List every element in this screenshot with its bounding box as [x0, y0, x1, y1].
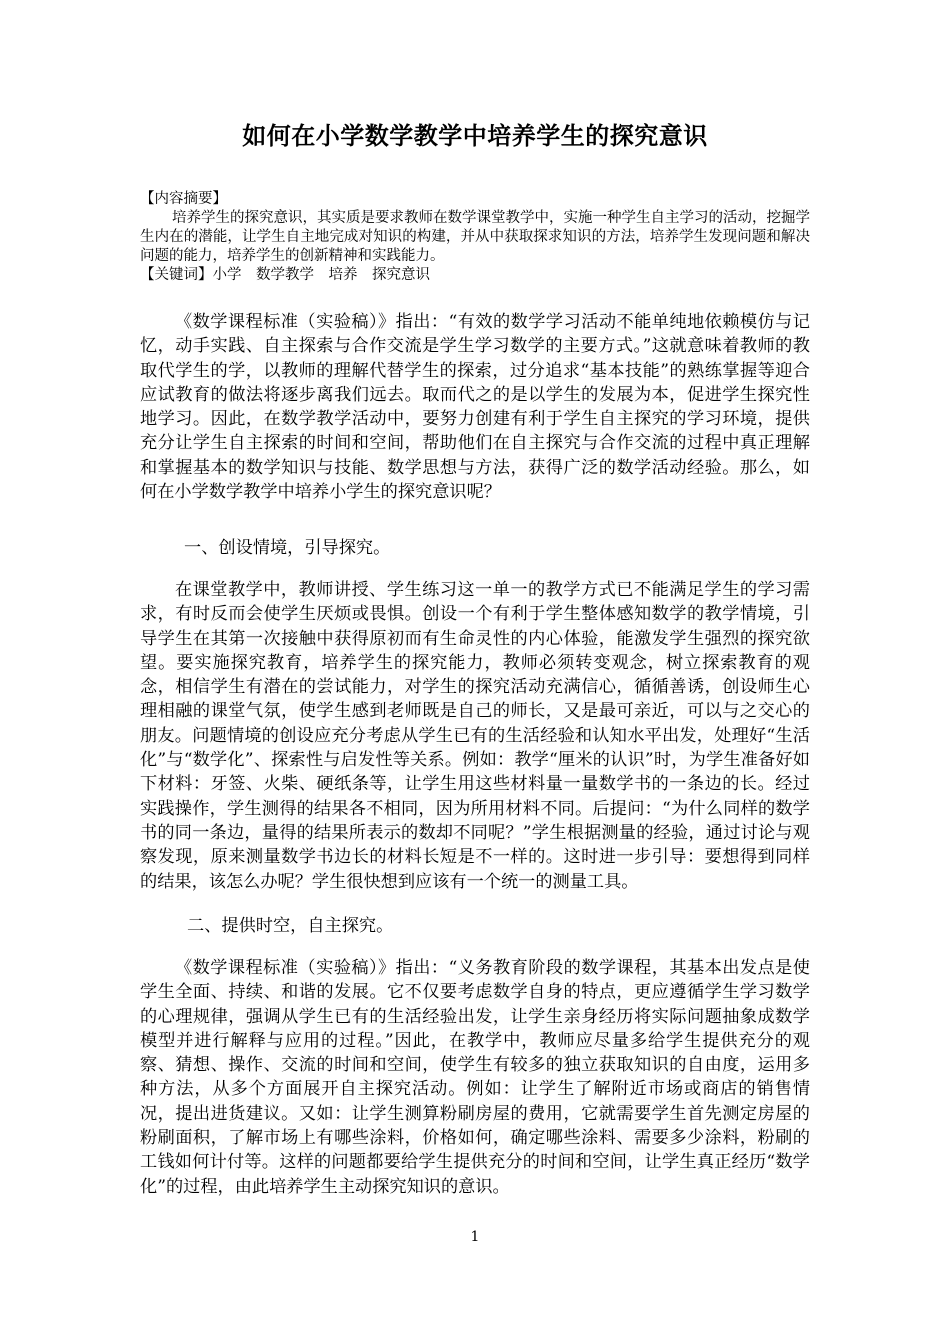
section2-paragraph-block	[140, 956, 810, 1199]
section1-heading: 一、创设情境，引导探究。	[184, 538, 391, 558]
document-title: 如何在小学数学教学中培养学生的探究意识	[242, 121, 708, 150]
intro-paragraph: 《数学课程标准（实验稿）》指出：“有效的数学学习活动不能单纯地依赖模仿与记忆，动手实践、自主探索与合作交流是学生学习数学的主要方式。”这就意味着教师的教取代学生的学，以教师的理解代替学生的探索，过分追求“基本技能”的熟练掌握等迎合应试教育的做法将逐步离我们远去。取而代之的是以学生的发展为本，促进学生探究性地学习。因此，在数学教学活动中，要努力创建有利于学生自主探究的学习环境，提供充分让学生自主探索的时间和空间，帮助他们在自主探究与合作交流的过程中真正理解和掌握基本的数学知识与技能、数学思想与方法，获得广泛的数学活动经验。那么，如何在小学数学教学中培养小学生的探究意识呢？	[140, 312, 810, 503]
section2-paragraph: 《数学课程标准（实验稿）》指出：“义务教育阶段的数学课程，其基本出发点是使学生全面、持续、和谐的发展。它不仅要考虑数学自身的特点，更应遵循学生学习数学的心理规律，强调从学生已有的生活经验出发，让学生亲身经历将实际问题抽象成数学模型并进行解释与应用的过程。”因此，在教学中，教师应尽量多给学生提供充分的观察、猜想、操作、交流的时间和空间，使学生有较多的独立获取知识的自由度，运用多种方法，从多个方面展开自主探究活动。例如：让学生了解附近市场或商店的销售情况，提出进货建议。又如：让学生测算粉刷房屋的费用，它就需要学生首先测定房屋的粉刷面积，了解市场上有哪些涂料，价格如何，确定哪些涂料、需要多少涂料，粉刷的工钱如何计付等。这样的问题都要给学生提供充分的时间和空间，让学生真正经历“数学化”的过程，由此培养学生主动探究知识的意识。	[140, 958, 810, 1197]
abstract-text: 培养学生的探究意识，其实质是要求教师在数学课堂教学中，实施一种学生自主学习的活动，挖掘学生内在的潜能，让学生自主地完成对知识的构建，并从中获取探求知识的方法，培养学生发现问题和解决问题的能力，培养学生的创新精神和实践能力。	[140, 210, 810, 264]
keywords-line: 【关键词】小学 数学教学 培养 探究意识	[140, 267, 430, 283]
intro-paragraph-block	[140, 310, 810, 504]
section1-paragraph: 在课堂教学中，教师讲授、学生练习这一单一的教学方式已不能满足学生的学习需求，有时反而会使学生厌烦或畏惧。创设一个有利于学生整体感知数学的教学情境，引导学生在其第一次接触中获得原初而有生命灵性的内心体验，能激发学生强烈的探究欲望。要实施探究教育，培养学生的探究能力，教师必须转变观念，树立探索教育的观念，相信学生有潜在的尝试能力，对学生的探究活动充满信心，循循善诱，创设师生心理相融的课堂气氛，使学生感到老师既是自己的师长，又是最可亲近，可以与之交心的朋友。问题情境的创设应充分考虑从学生已有的生活经验和认知水平出发，处理好“生活化”与“数学化”、探索性与启发性等关系。例如：教学“厘米的认识”时，为学生准备好如下材料：牙签、火柴、硬纸条等，让学生用这些材料量一量数学书的一条边的长。经过实践操作，学生测得的结果各不相同，因为所用材料不同。后提问：“为什么同样的数学书的同一条边，量得的结果所表示的数却不同呢？”学生根据测量的经验，通过讨论与观察发现，原来测量数学书边长的材料长短是不一样的。这时进一步引导：要想得到同样的结果，该怎么办呢？学生很快想到应该有一个统一的测量工具。	[140, 580, 810, 892]
section1-paragraph-block	[140, 578, 810, 894]
abstract-block	[140, 190, 810, 285]
section2-heading: 二、提供时空，自主探究。	[187, 916, 394, 936]
abstract-label: 【内容摘要】	[140, 191, 227, 207]
page-number: 1	[470, 1229, 480, 1245]
